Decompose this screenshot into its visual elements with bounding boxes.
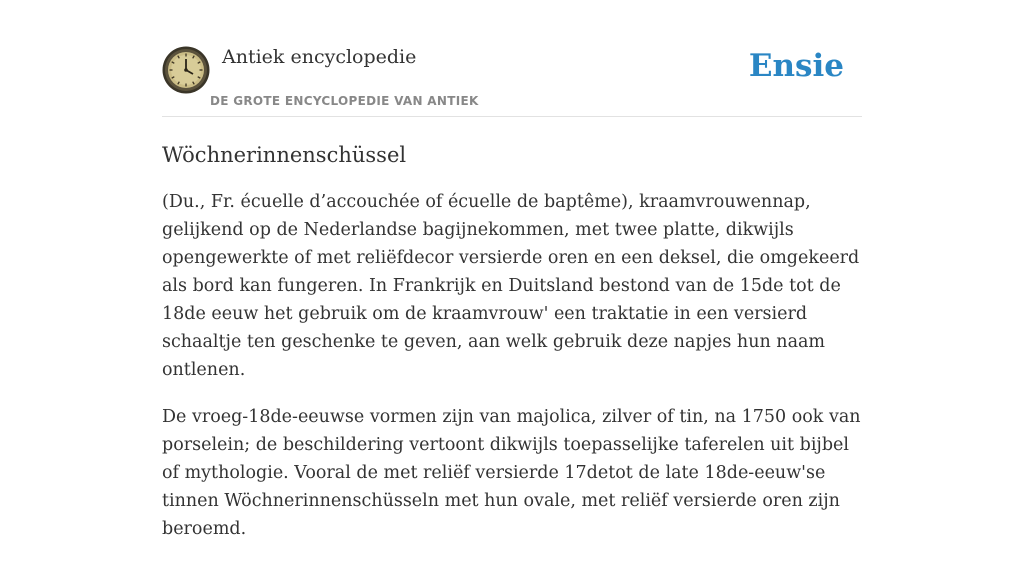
article xyxy=(162,138,862,562)
site-subtitle: DE GROTE ENCYCLOPEDIE VAN ANTIEK xyxy=(210,94,479,108)
ensie-logo-link[interactable]: Ensie xyxy=(748,48,844,84)
site-title[interactable]: Antiek encyclopedie xyxy=(222,46,417,68)
article-paragraph: De vroeg-18de-eeuwse vormen zijn van majolica, zilver of tin, na 1750 ook van porselein; de beschildering vertoont dikwijls toepasselijke taferelen uit bijbel of mythologie. Vooral de met reliëf versierde 17detot de late 18de-eeuw'se tinnen Wöchnerinnenschüsseln met hun ovale, met reliëf versierde oren zijn beroemd. xyxy=(162,407,861,539)
antique-clock-icon[interactable] xyxy=(162,46,210,94)
article-paragraph: (Du., Fr. écuelle d’accouchée of écuelle de baptême), kraamvrouwennap, gelijkend op de Nederlandse bagijnekommen, met twee platte, dikwijls opengewerkte of met reliëfdecor versierde oren en een deksel, die omgekeerd als bord kan fungeren. In Frankrijk en Duitsland bestond van de 15de tot de 18de eeuw het gebruik om de kraamvrouw' een traktatie in een versierd schaaltje ten geschenke te geven, aan welk gebruik deze napjes hun naam ontlenen. xyxy=(162,192,860,380)
article-title: Wöchnerinnenschüssel xyxy=(162,143,407,167)
site-header xyxy=(162,0,862,117)
